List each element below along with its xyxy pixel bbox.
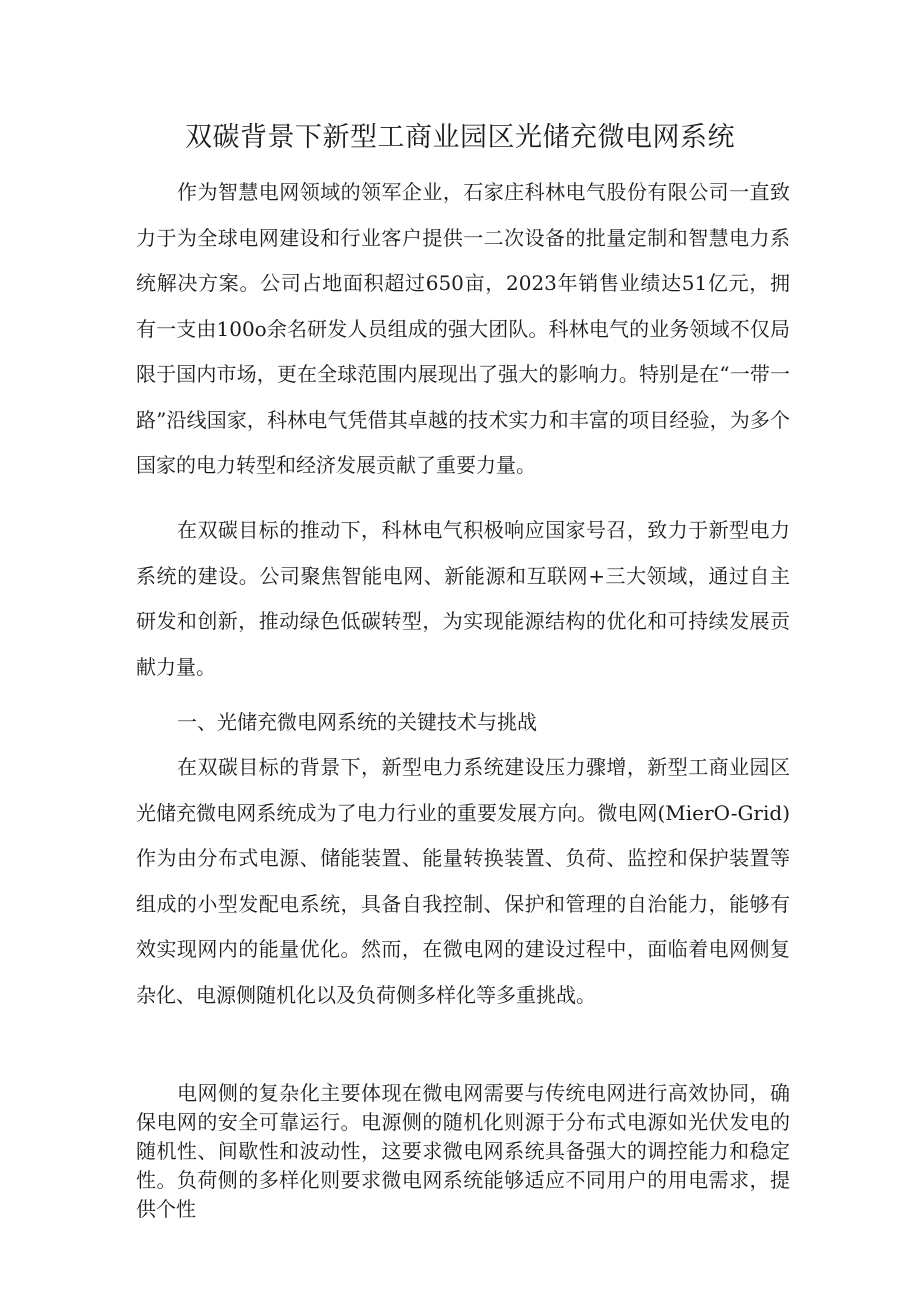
- section-heading-key-technologies: 一、光储充微电网系统的关键技术与挑战: [177, 710, 537, 734]
- section-paragraph-microgrid: 在双碳目标的背景下，新型电力系统建设压力骤增，新型工商业园区光储充微电网系统成为了电力行业的重要发展方向。微电网(MierO-Grid)作为由分布式电源、储能装置、能量转换装置、负荷、监控和保护装置等组成的小型发配电系统，具备自我控制、保护和管理的自治能力，能够有效实现网内的能量优化。然而，在微电网的建设过程中，面临着电网侧复杂化、电源侧随机化以及负荷侧多样化等多重挑战。: [136, 755, 790, 1007]
- section-paragraph-challenges: 电网侧的复杂化主要体现在微电网需要与传统电网进行高效协同，确保电网的安全可靠运行。电源侧的随机化则源于分布式电源如光伏发电的随机性、间歇性和波动性，这要求微电网系统具备强大的调控能力和稳定性。负荷侧的多样化则要求微电网系统能够适应不同用户的用电需求，提供个性: [136, 1081, 790, 1221]
- document-title: 双碳背景下新型工商业园区光储充微电网系统: [185, 122, 735, 153]
- intro-paragraph-company: 作为智慧电网领域的领军企业，石家庄科林电气股份有限公司一直致力于为全球电网建设和行业客户提供一二次设备的批量定制和智慧电力系统解决方案。公司占地面积超过650亩，2023年销售业绩达51亿元，拥有一支由100o余名研发人员组成的强大团队。科林电气的业务领域不仅局限于国内市场，更在全球范围内展现出了强大的影响力。特别是在“一带一路”沿线国家，科林电气凭借其卓越的技术实力和丰富的项目经验，为多个国家的电力转型和经济发展贡献了重要力量。: [136, 180, 790, 477]
- intro-paragraph-dual-carbon: 在双碳目标的推动下，科林电气积极响应国家号召，致力于新型电力系统的建设。公司聚焦智能电网、新能源和互联网+三大领域，通过自主研发和创新，推动绿色低碳转型，为实现能源结构的优化和可持续发展贡献力量。: [136, 518, 790, 679]
